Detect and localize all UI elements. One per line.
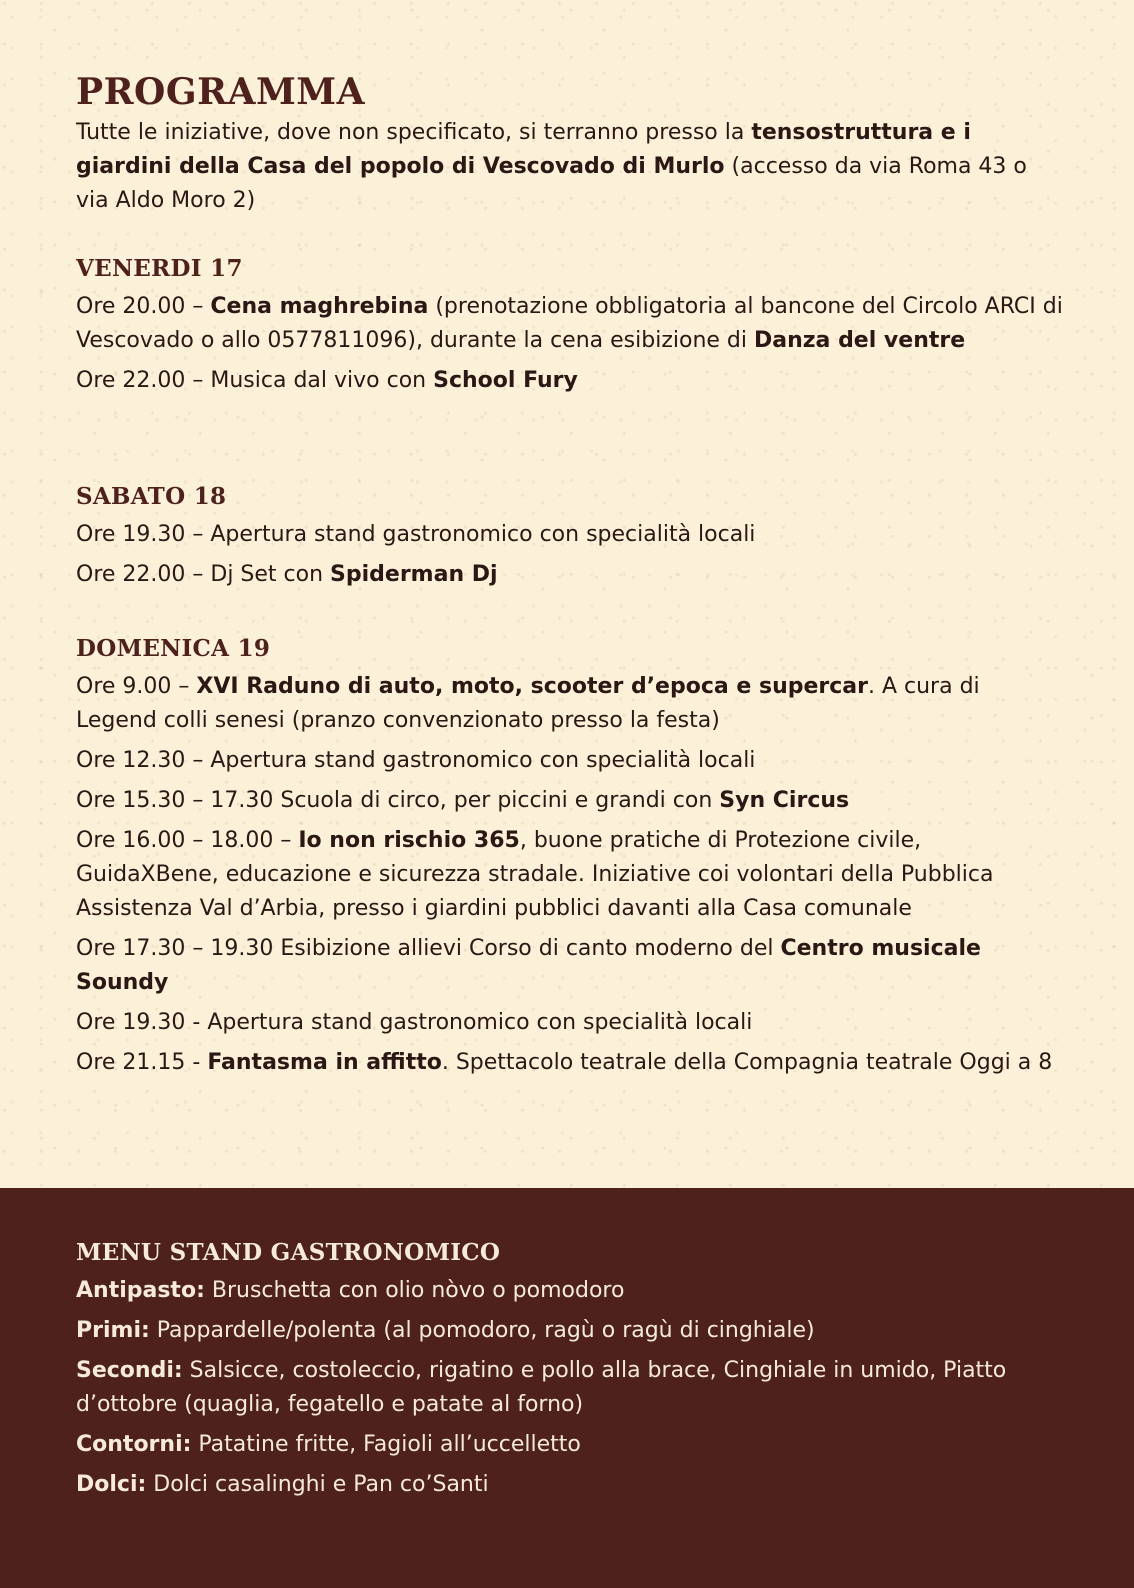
event-entry — [76, 784, 1066, 818]
event-title: Fantasma in affitto — [207, 1050, 442, 1075]
menu-item-text: Bruschetta con olio nòvo o pomodoro — [204, 1278, 625, 1303]
menu-item — [76, 1468, 1066, 1502]
event-entry: Ore 19.30 - Apertura stand gastronomico con specialità locali — [76, 1010, 753, 1035]
event-time: Ore 20.00 – — [76, 294, 211, 319]
event-title: School Fury — [433, 368, 578, 393]
intro-location: tensostruttura e i giardini della Casa del popolo di Vescovado di Murlo — [76, 120, 971, 179]
event-title: Cena maghrebina — [210, 294, 429, 319]
event-entry: Ore 19.30 – Apertura stand gastronomico con specialità locali — [76, 522, 756, 547]
event-entry — [76, 932, 1066, 1000]
menu-item-label: Antipasto: — [76, 1278, 205, 1303]
day-sabato — [76, 482, 1066, 592]
menu-item — [76, 1428, 1066, 1462]
event-title: Io non rischio 365 — [298, 828, 520, 853]
event-description: Ore 22.00 – Musica dal vivo con — [76, 368, 434, 393]
day-heading-domenica: DOMENICA 19 — [76, 635, 271, 662]
menu-item-text: Salsicce, costoleccio, rigatino e pollo alla brace, Cinghiale in umido, Piatto d’ottobre (quaglia, fegatello e patate al forno) — [76, 1358, 1007, 1417]
event-title: Syn Circus — [719, 788, 850, 813]
menu-item-label: Dolci: — [76, 1472, 147, 1497]
menu-content — [76, 1238, 1066, 1502]
event-description: Ore 22.00 – Dj Set con — [76, 562, 331, 587]
event-entry: Ore 12.30 – Apertura stand gastronomico con specialità locali — [76, 748, 756, 773]
day-heading-venerdi: VENERDI 17 — [76, 255, 243, 282]
event-entry — [76, 670, 1066, 738]
menu-section — [0, 1188, 1134, 1588]
day-heading-sabato: SABATO 18 — [76, 483, 227, 510]
event-description: , buone pratiche di Protezione civile, GuidaXBene, educazione e sicurezza stradale. Iniziative coi volontari della Pubblica Assistenza Val d’Arbia, presso i giardini pubblici davanti alla Casa comunale — [76, 828, 994, 921]
intro-part-2: (accesso da via Roma 43 o via Aldo Moro 2) — [76, 154, 1027, 213]
menu-item-label: Primi: — [76, 1318, 150, 1343]
event-description: . A cura di Legend colli senesi (pranzo convenzionato presso la festa) — [76, 674, 980, 733]
menu-item — [76, 1354, 1066, 1422]
event-entry — [76, 558, 1066, 592]
menu-item-text: Patatine fritte, Fagioli all’uccelletto — [191, 1432, 581, 1457]
event-title: Centro musicale Soundy — [76, 936, 981, 995]
menu-item-text: Pappardelle/polenta (al pomodoro, ragù o ragù di cinghiale) — [149, 1318, 815, 1343]
menu-item-label: Secondi: — [76, 1358, 183, 1383]
intro-part-1: Tutte le iniziative, dove non specificato, si terranno presso la — [76, 120, 752, 145]
page-title: PROGRAMMA — [76, 71, 366, 113]
intro-text — [76, 116, 1066, 218]
event-entry — [76, 1046, 1066, 1080]
event-entry — [76, 824, 1066, 926]
event-description: Ore 15.30 – 17.30 Scuola di circo, per piccini e grandi con — [76, 788, 720, 813]
event-entry — [76, 290, 1066, 358]
event-time: Ore 21.15 - — [76, 1050, 208, 1075]
menu-heading: MENU STAND GASTRONOMICO — [76, 1239, 501, 1266]
event-title: XVI Raduno di auto, moto, scooter d’epoca e supercar — [196, 674, 868, 699]
event-entry — [76, 364, 1066, 398]
day-venerdi — [76, 254, 1066, 398]
menu-item-text: Dolci casalinghi e Pan co’Santi — [146, 1472, 489, 1497]
event-title: Danza del ventre — [753, 328, 966, 353]
event-time: Ore 16.00 – 18.00 – — [76, 828, 299, 853]
menu-item-label: Contorni: — [76, 1432, 192, 1457]
event-description: . Spettacolo teatrale della Compagnia teatrale Oggi a 8 — [441, 1050, 1053, 1075]
day-domenica — [76, 634, 1066, 1080]
menu-item — [76, 1274, 1066, 1308]
event-description: Ore 17.30 – 19.30 Esibizione allievi Corso di canto moderno del — [76, 936, 781, 961]
menu-item — [76, 1314, 1066, 1348]
program-intro — [76, 72, 1066, 218]
event-title: Spiderman Dj — [330, 562, 498, 587]
event-time: Ore 9.00 – — [76, 674, 197, 699]
event-description: (prenotazione obbligatoria al bancone del Circolo ARCI di Vescovado o allo 0577811096), durante la cena esibizione di — [76, 294, 1063, 353]
